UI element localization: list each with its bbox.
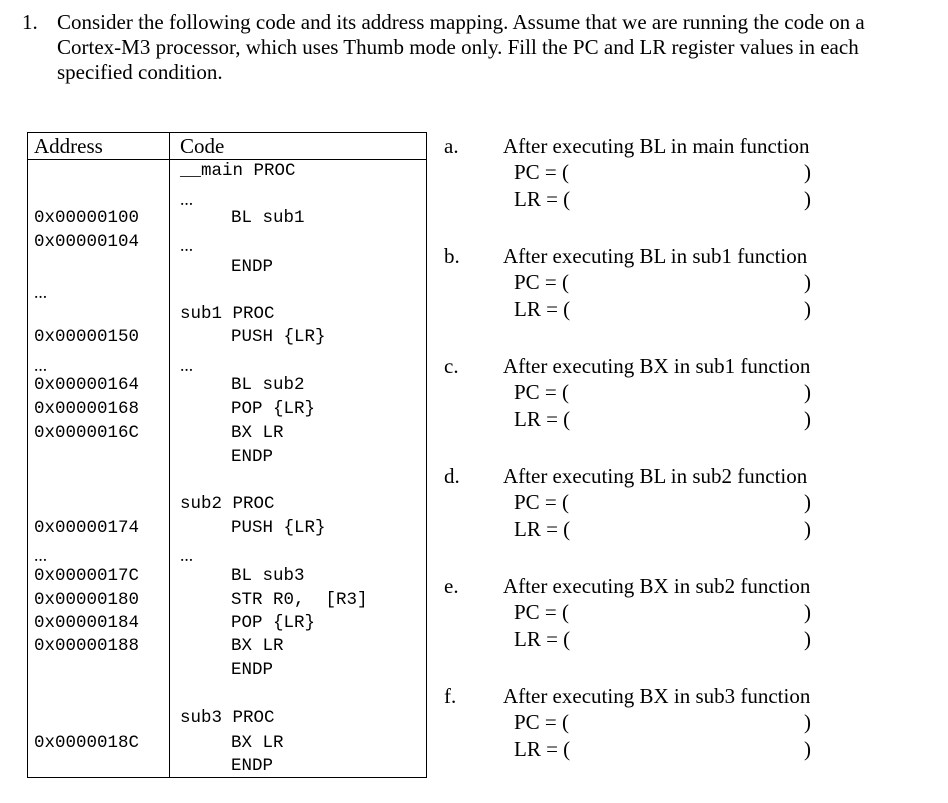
code-table	[27, 132, 427, 778]
code-line: sub1 PROC	[180, 304, 275, 324]
address-cell: 0x00000188	[34, 636, 140, 656]
code-line: BL sub3	[231, 566, 305, 586]
lr-field: LR = (	[514, 187, 571, 211]
pc-field: PC = (	[514, 490, 570, 514]
code-line: ...	[180, 355, 194, 375]
address-cell: 0x00000100	[34, 208, 140, 228]
code-line: PUSH {LR}	[231, 327, 326, 347]
pc-close-paren: )	[804, 380, 811, 404]
item-text: After executing BL in main function	[503, 134, 810, 158]
code-line: ENDP	[231, 756, 274, 776]
lr-close-paren: )	[804, 187, 811, 211]
lr-close-paren: )	[804, 627, 811, 651]
pc-close-paren: )	[804, 270, 811, 294]
address-cell: ...	[34, 545, 48, 565]
code-header: Code	[180, 134, 225, 158]
pc-close-paren: )	[804, 160, 811, 184]
code-line: ...	[180, 545, 194, 565]
lr-field: LR = (	[514, 737, 571, 761]
item-label: a.	[444, 134, 459, 158]
item-label: d.	[444, 464, 460, 488]
pc-field: PC = (	[514, 270, 570, 294]
address-cell: 0x00000150	[34, 327, 140, 347]
item-text: After executing BL in sub1 function	[503, 244, 808, 268]
address-cell: 0x00000168	[34, 399, 140, 419]
code-line: __main PROC	[180, 161, 296, 181]
address-cell: ...	[34, 282, 48, 302]
lr-field: LR = (	[514, 407, 571, 431]
item-label: f.	[444, 684, 457, 708]
pc-close-paren: )	[804, 490, 811, 514]
lr-field: LR = (	[514, 297, 571, 321]
address-cell: 0x0000018C	[34, 733, 140, 753]
pc-close-paren: )	[804, 600, 811, 624]
code-line: ...	[180, 235, 194, 255]
code-line: ...	[180, 189, 194, 209]
address-cell: 0x00000174	[34, 518, 140, 538]
lr-field: LR = (	[514, 517, 571, 541]
item-text: After executing BX in sub2 function	[503, 574, 811, 598]
code-line: ENDP	[231, 447, 274, 467]
address-cell: 0x00000180	[34, 590, 140, 610]
code-line: BL sub1	[231, 208, 305, 228]
lr-close-paren: )	[804, 517, 811, 541]
code-line: STR R0, [R3]	[231, 590, 368, 610]
code-line: BX LR	[231, 423, 284, 443]
code-line: BX LR	[231, 636, 284, 656]
lr-close-paren: )	[804, 297, 811, 321]
item-label: e.	[444, 574, 459, 598]
question-text: Consider the following code and its address mapping. Assume that we are running the code on a Cortex-M3 processor, which uses Thumb mode only. Fill the PC and LR register values in each specified condition.	[57, 10, 865, 84]
item-label: b.	[444, 244, 460, 268]
pc-field: PC = (	[514, 710, 570, 734]
lr-field: LR = (	[514, 627, 571, 651]
address-cell: 0x00000164	[34, 375, 140, 395]
item-text: After executing BX in sub3 function	[503, 684, 811, 708]
pc-close-paren: )	[804, 710, 811, 734]
address-cell: 0x00000104	[34, 232, 140, 252]
pc-field: PC = (	[514, 160, 570, 184]
code-line: ENDP	[231, 257, 274, 277]
address-cell: ...	[34, 355, 48, 375]
code-line: BL sub2	[231, 375, 305, 395]
pc-field: PC = (	[514, 600, 570, 624]
code-line: sub2 PROC	[180, 494, 275, 514]
item-label: c.	[444, 354, 459, 378]
code-line: POP {LR}	[231, 399, 316, 419]
code-line: BX LR	[231, 733, 284, 753]
code-line: POP {LR}	[231, 613, 316, 633]
pc-field: PC = (	[514, 380, 570, 404]
column-divider	[169, 133, 170, 777]
question-number: 1.	[22, 10, 38, 34]
item-text: After executing BX in sub1 function	[503, 354, 811, 378]
lr-close-paren: )	[804, 737, 811, 761]
address-header: Address	[34, 134, 103, 158]
address-cell: 0x0000017C	[34, 566, 140, 586]
address-cell: 0x00000184	[34, 613, 140, 633]
code-line: PUSH {LR}	[231, 518, 326, 538]
item-text: After executing BL in sub2 function	[503, 464, 808, 488]
code-line: sub3 PROC	[180, 708, 275, 728]
address-cell: 0x0000016C	[34, 423, 140, 443]
lr-close-paren: )	[804, 407, 811, 431]
code-line: ENDP	[231, 660, 274, 680]
